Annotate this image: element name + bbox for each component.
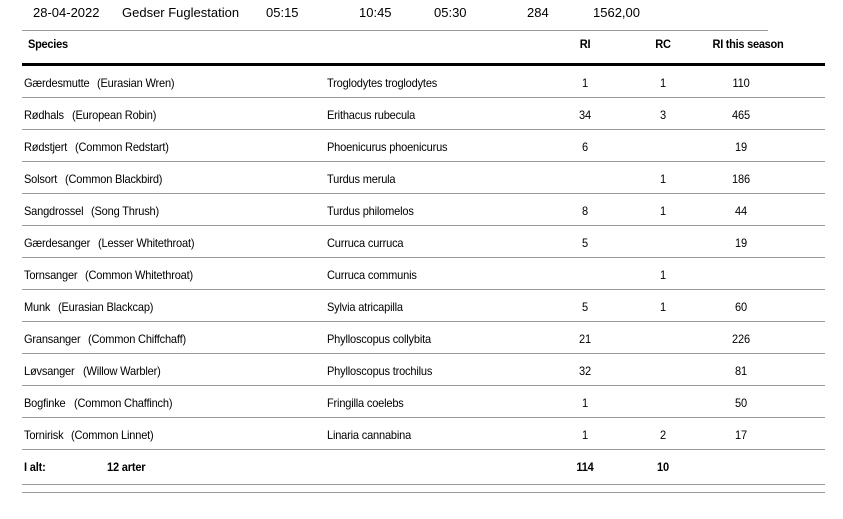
station-name: Gedser Fuglestation — [122, 5, 240, 20]
ri-season-value: 81 — [735, 364, 747, 378]
table-row — [0, 226, 843, 258]
species-name: Solsort — [24, 172, 58, 186]
rc-value: 1 — [660, 76, 666, 90]
ri-value: 32 — [579, 364, 591, 378]
species-latin-name: Turdus merula — [327, 172, 396, 186]
summary-count: 284 — [527, 5, 549, 20]
start-time: 05:15 — [266, 5, 299, 20]
ri-season-value: 44 — [735, 204, 747, 218]
ri-season-value: 60 — [735, 300, 747, 314]
species-english-name: (Common Whitethroat) — [85, 268, 194, 282]
species-name: Rødstjert — [24, 140, 68, 154]
table-row — [0, 322, 843, 354]
rc-value: 1 — [660, 172, 666, 186]
species-latin-name: Troglodytes troglodytes — [327, 76, 438, 90]
table-row — [0, 66, 843, 98]
ri-season-value: 226 — [732, 332, 750, 346]
species-name: Tornirisk — [24, 428, 64, 442]
report-date: 28-04-2022 — [33, 5, 100, 20]
species-english-name: (Common Linnet) — [71, 428, 154, 442]
rc-value: 2 — [660, 428, 666, 442]
total-rc: 10 — [657, 460, 669, 474]
species-name: Rødhals — [24, 108, 64, 122]
top-divider — [22, 30, 768, 31]
ri-season-value: 50 — [735, 396, 747, 410]
table-row — [0, 386, 843, 418]
ri-value: 1 — [582, 76, 588, 90]
species-latin-name: Sylvia atricapilla — [327, 300, 403, 314]
species-latin-name: Phoenicurus phoenicurus — [327, 140, 448, 154]
column-header-ri: RI — [579, 37, 591, 51]
species-name: Løvsanger — [24, 364, 75, 378]
ri-season-value: 19 — [735, 236, 747, 250]
table-row — [0, 418, 843, 450]
rc-value: 1 — [660, 204, 666, 218]
species-latin-name: Curruca communis — [327, 268, 417, 282]
rc-value: 1 — [660, 300, 666, 314]
ri-season-value: 186 — [732, 172, 750, 186]
species-name: Tornsanger — [24, 268, 78, 282]
species-name: Gærdesmutte — [24, 76, 90, 90]
species-english-name: (Common Chiffchaff) — [88, 332, 187, 346]
ri-value: 21 — [579, 332, 591, 346]
ri-season-value: 19 — [735, 140, 747, 154]
duration: 05:30 — [434, 5, 467, 20]
species-name: Gærdesanger — [24, 236, 91, 250]
species-name: Gransanger — [24, 332, 81, 346]
column-header-species: Species — [28, 37, 68, 51]
species-latin-name: Phylloscopus collybita — [327, 332, 431, 346]
rc-value: 1 — [660, 268, 666, 282]
ri-value: 5 — [582, 300, 588, 314]
species-english-name: (European Robin) — [71, 108, 157, 122]
total-ri: 114 — [576, 460, 594, 474]
ri-season-value: 465 — [732, 108, 750, 122]
species-english-name: (Song Thrush) — [91, 204, 160, 218]
species-latin-name: Erithacus rubecula — [327, 108, 416, 122]
species-latin-name: Curruca curruca — [327, 236, 404, 250]
ri-value: 1 — [582, 396, 588, 410]
species-english-name: (Willow Warbler) — [82, 364, 161, 378]
total-row — [0, 450, 843, 484]
table-row — [0, 258, 843, 290]
species-latin-name: Linaria cannabina — [327, 428, 412, 442]
summary-line — [0, 0, 843, 22]
ri-value: 34 — [579, 108, 591, 122]
species-english-name: (Eurasian Wren) — [97, 76, 175, 90]
species-name: Sangdrossel — [24, 204, 84, 218]
table-row — [0, 98, 843, 130]
ri-value: 6 — [582, 140, 588, 154]
species-english-name: (Common Blackbird) — [65, 172, 163, 186]
summary-value: 1562,00 — [593, 5, 640, 20]
species-name: Munk — [24, 300, 51, 314]
species-english-name: (Eurasian Blackcap) — [58, 300, 154, 314]
species-latin-name: Fringilla coelebs — [327, 396, 404, 410]
species-latin-name: Phylloscopus trochilus — [327, 364, 433, 378]
species-english-name: (Lesser Whitethroat) — [98, 236, 195, 250]
table-row — [0, 290, 843, 322]
table-row — [0, 130, 843, 162]
table-row — [0, 354, 843, 386]
ri-value: 1 — [582, 428, 588, 442]
total-species-count: 12 arter — [107, 460, 146, 474]
ri-value: 5 — [582, 236, 588, 250]
ri-value: 8 — [582, 204, 588, 218]
species-latin-name: Turdus philomelos — [327, 204, 414, 218]
column-header-rc: RC — [655, 37, 671, 51]
species-english-name: (Common Redstart) — [75, 140, 169, 154]
column-header-ri-season: RI this season — [712, 37, 784, 51]
bottom-divider-2 — [22, 492, 825, 493]
total-label: I alt: — [24, 460, 46, 474]
bottom-divider — [22, 484, 825, 485]
ri-season-value: 17 — [735, 428, 747, 442]
table-row — [0, 194, 843, 226]
ri-season-value: 110 — [732, 76, 750, 90]
rc-value: 3 — [660, 108, 666, 122]
table-row — [0, 162, 843, 194]
species-english-name: (Common Chaffinch) — [73, 396, 172, 410]
species-name: Bogfinke — [24, 396, 66, 410]
end-time: 10:45 — [359, 5, 392, 20]
